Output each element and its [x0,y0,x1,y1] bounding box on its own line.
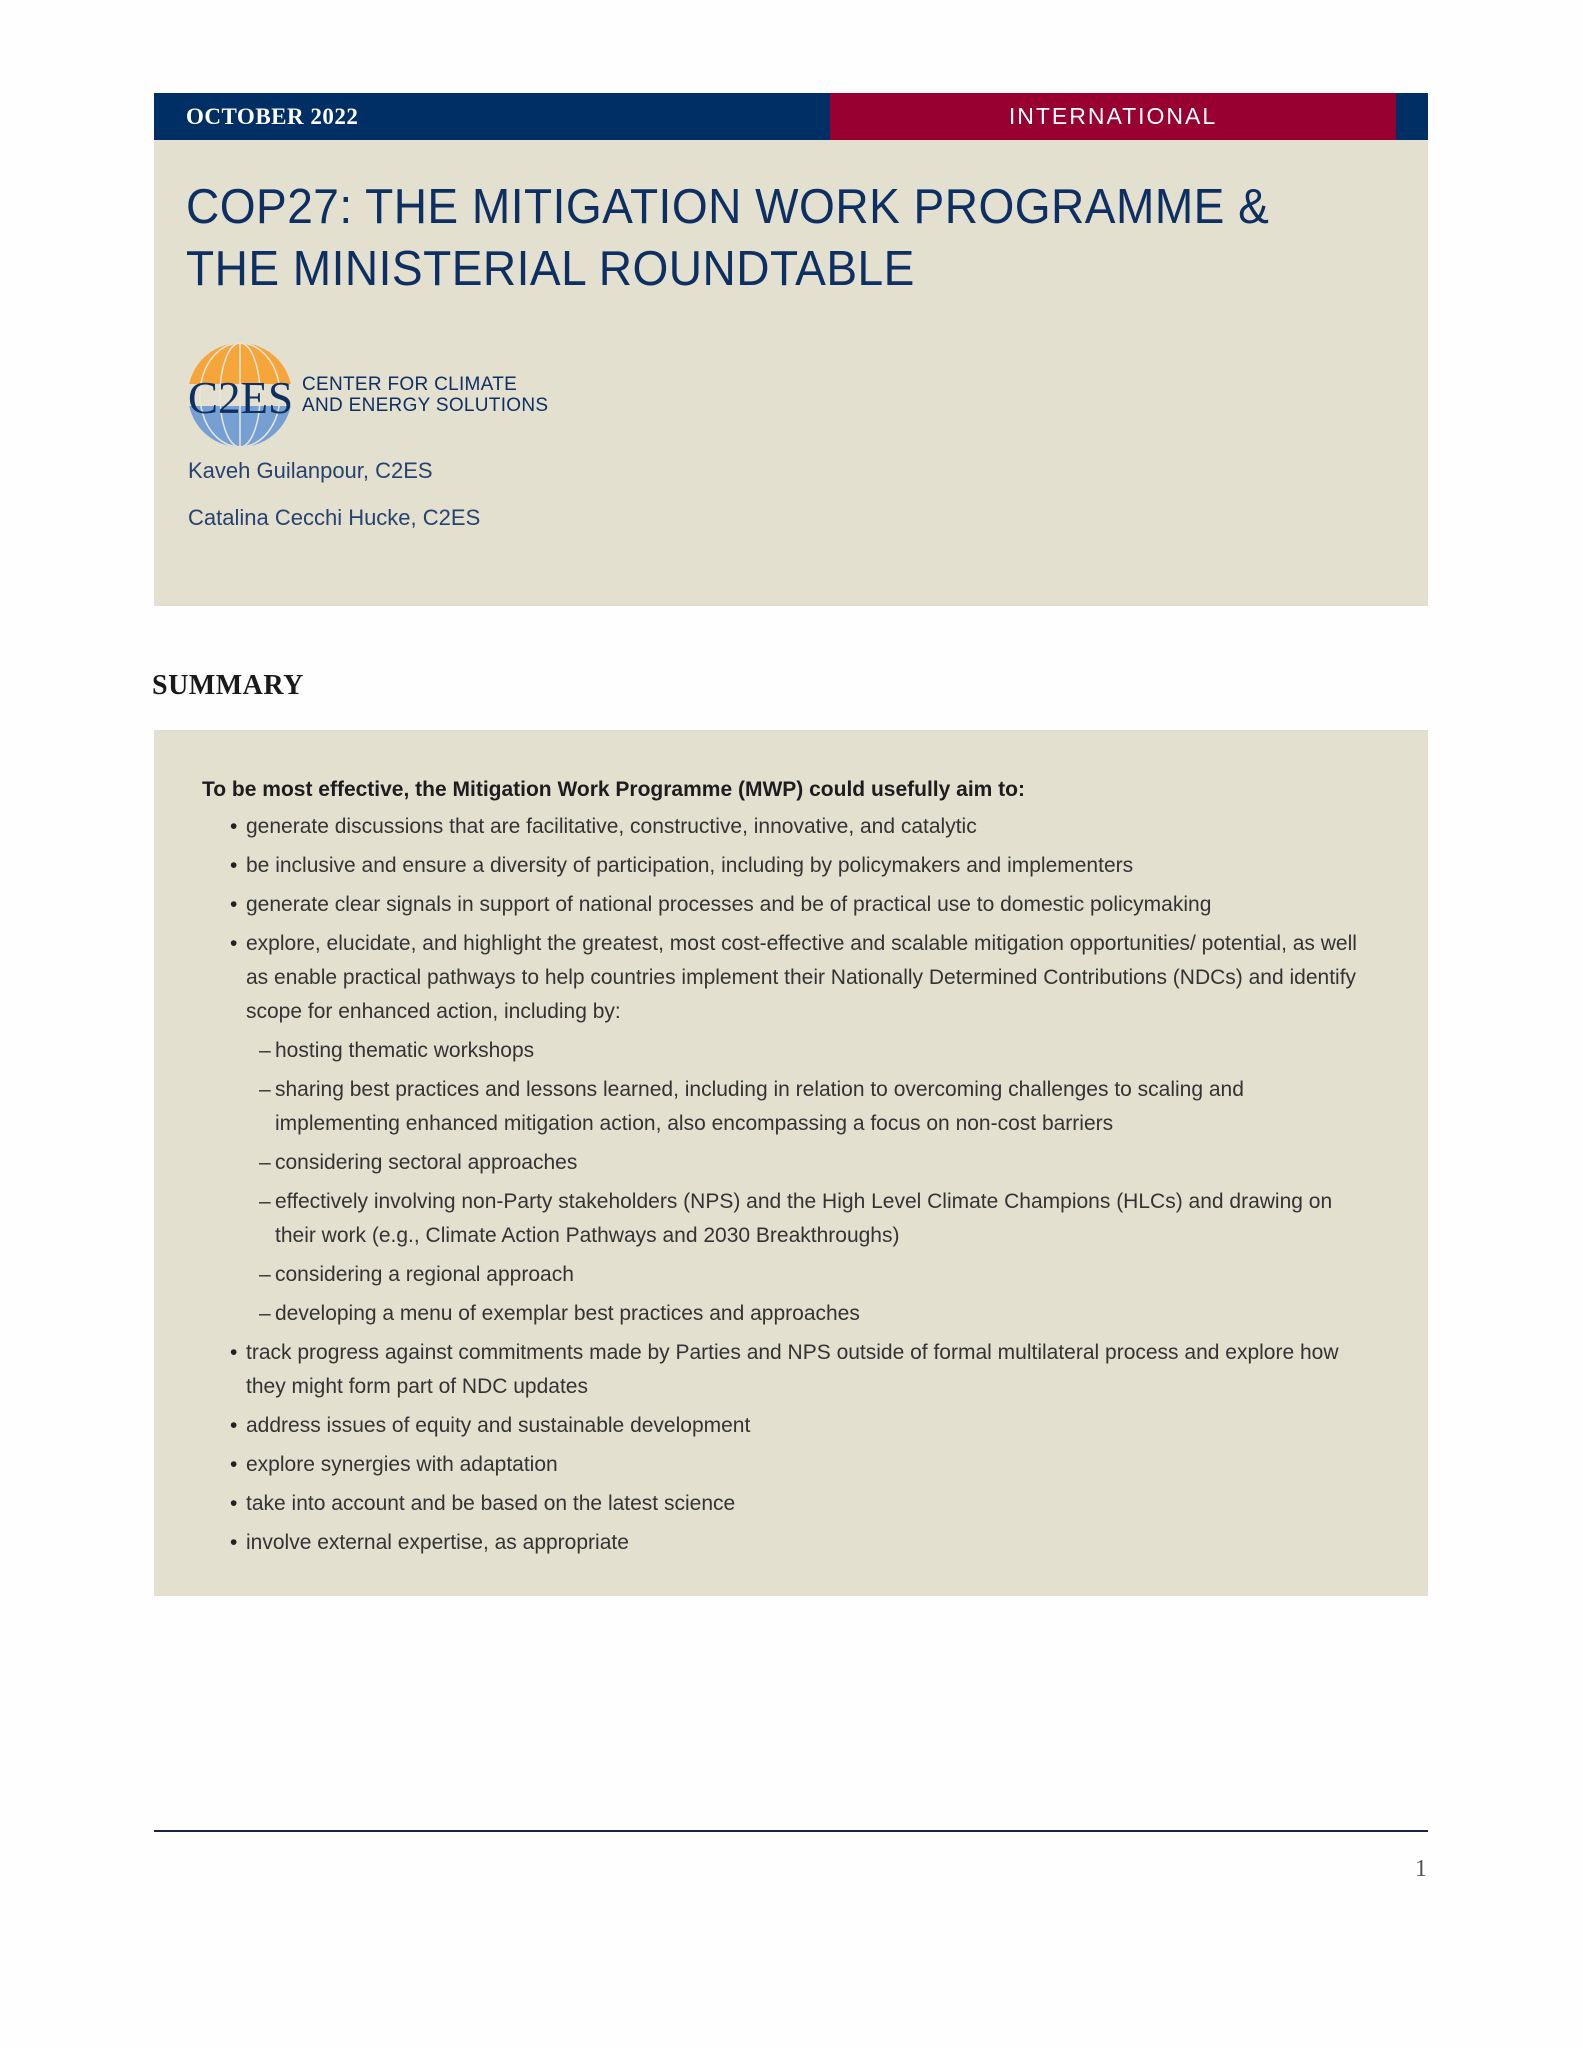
list-item: • be inclusive and ensure a diversity of participation, including by policymakers and implementers [230,849,1370,883]
publication-date: OCTOBER 2022 [186,104,359,129]
list-item: • explore, elucidate, and highlight the greatest, most cost-effective and scalable mitigation opportunities/ potential, as well as enable practical pathways to help countries implement their Nationally Determined Contributions (NDCs) and identify scope for enhanced action, including by: [230,927,1370,1029]
list-item: • explore synergies with adaptation [230,1448,1370,1482]
sub-list-item: – effectively involving non-Party stakeholders (NPS) and the High Level Climate Champions (HLCs) and drawing on their work (e.g., Climate Action Pathways and 2030 Breakthroughs) [230,1185,1370,1253]
sub-list-item: – developing a menu of exemplar best practices and approaches [230,1297,1370,1331]
summary-lead: To be most effective, the Mitigation Work Programme (MWP) could usefully aim to: [202,778,1025,801]
sub-list-item: – hosting thematic workshops [230,1034,1370,1068]
footer-divider [154,1830,1428,1832]
list-item: • involve external expertise, as appropriate [230,1526,1370,1560]
list-item: • generate clear signals in support of national processes and be of practical use to domestic policymaking [230,888,1370,922]
title-panel [154,140,1428,606]
title-line-1: COP27: THE MITIGATION WORK PROGRAMME & [186,180,1270,234]
author: Kaveh Guilanpour, C2ES [188,458,433,483]
list-item: • take into account and be based on the latest science [230,1487,1370,1521]
list-item: • track progress against commitments made by Parties and NPS outside of formal multilateral process and explore how they might form part of NDC updates [230,1336,1370,1404]
header-bar [154,93,1428,140]
page-number: 1 [1415,1856,1427,1882]
summary-heading: SUMMARY [152,670,304,701]
title-line-2: THE MINISTERIAL ROUNDTABLE [186,242,915,296]
logo-wordmark [302,374,548,416]
summary-list [230,810,1370,1565]
logo-line-2: AND ENERGY SOLUTIONS [302,395,549,416]
page-title [186,176,1333,300]
list-item: • address issues of equity and sustainable development [230,1409,1370,1443]
list-item: • generate discussions that are facilitative, constructive, innovative, and catalytic [230,810,1370,844]
sub-list-item: – considering sectoral approaches [230,1146,1370,1180]
globe-icon [186,340,296,450]
author: Catalina Cecchi Hucke, C2ES [188,505,481,530]
sub-list-item: – sharing best practices and lessons learned, including in relation to overcoming challenges to scaling and implementing enhanced mitigation action, also encompassing a focus on non-cost barriers [230,1073,1370,1141]
sub-list-item: – considering a regional approach [230,1258,1370,1292]
c2es-logo [186,340,586,450]
summary-box [154,730,1428,1596]
logo-mark: C2ES [188,373,294,423]
section-label: INTERNATIONAL [830,93,1396,140]
logo-line-1: CENTER FOR CLIMATE [302,374,518,395]
